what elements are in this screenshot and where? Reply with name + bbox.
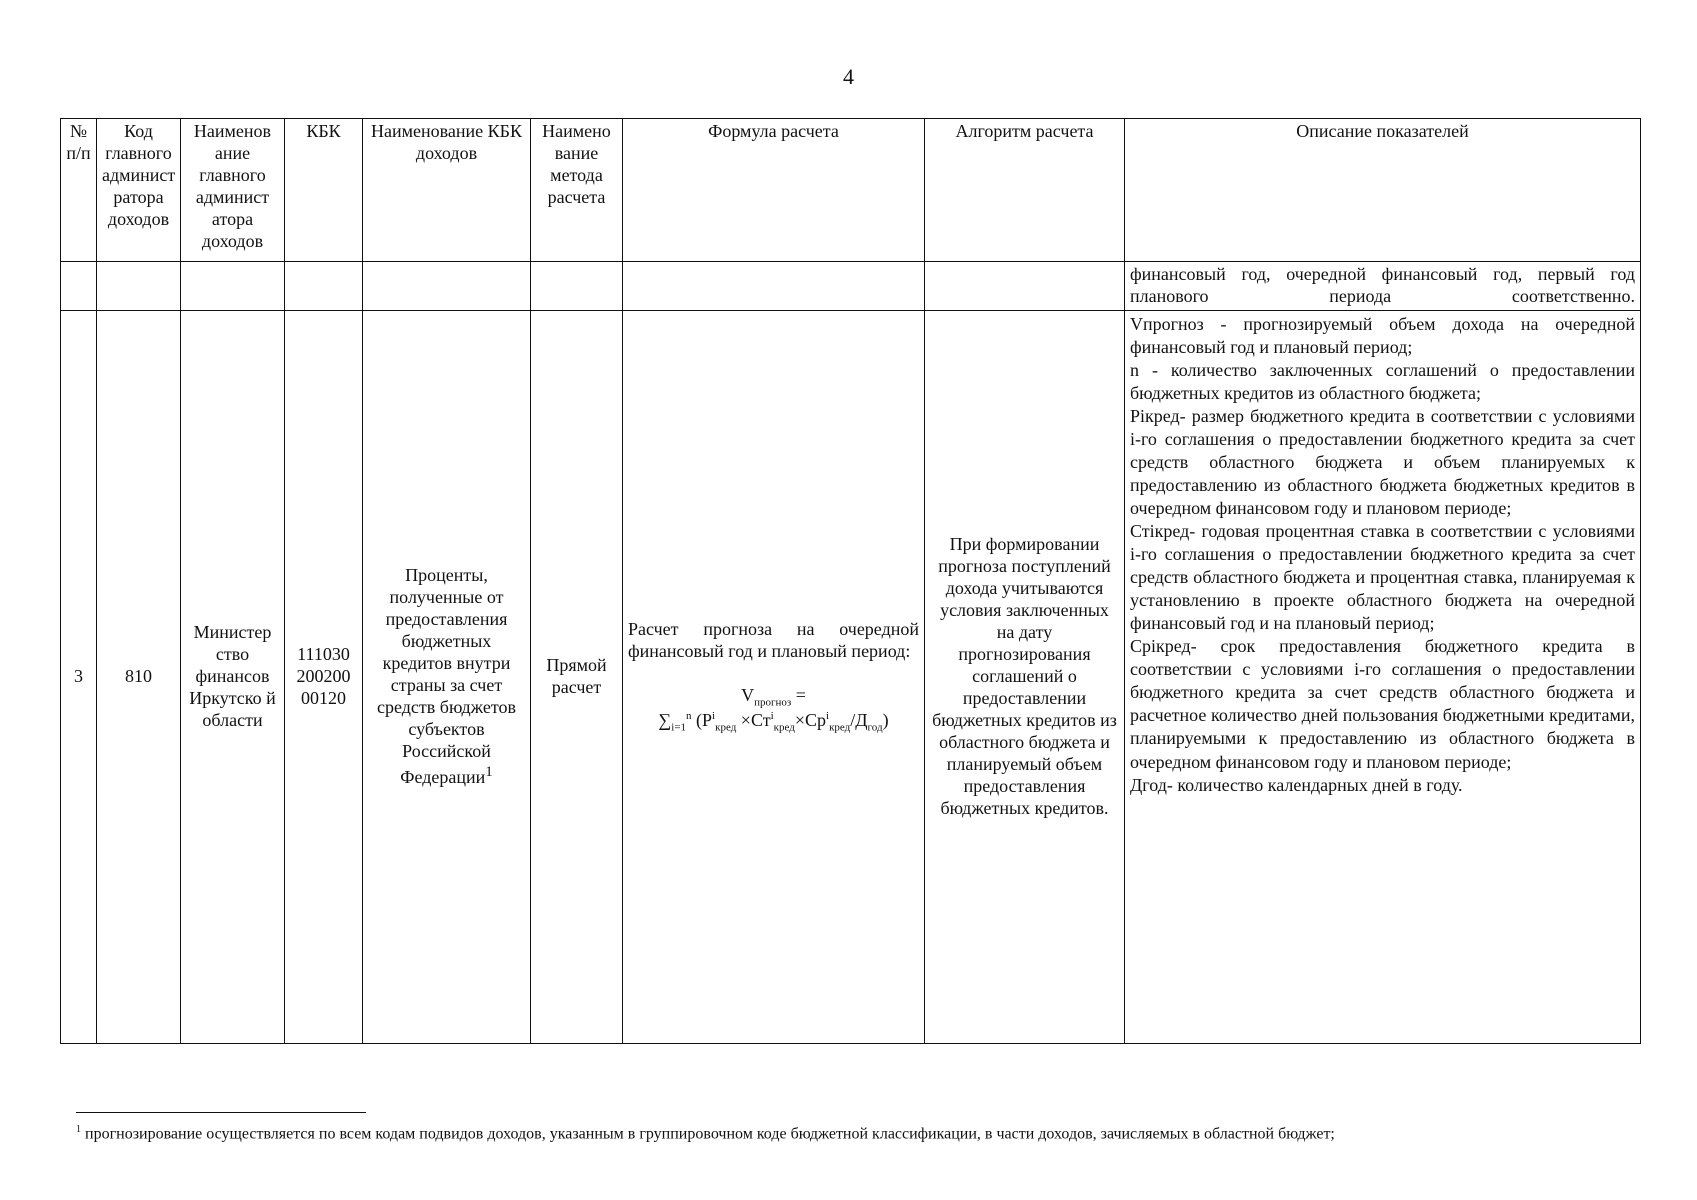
- algorithm-text: При формировании прогноза поступлений дохода учитываются условия заключенных на дату прогнозирования соглашений о предоставлении бюджетных кредитов из областного бюджета и планируемый объем предоставления бюджетных кредитов.: [925, 310, 1125, 1043]
- kbk-code: 111030 200200 00120: [285, 310, 363, 1043]
- header-method: Наимено вание метода расчета: [531, 119, 623, 262]
- revenue-forecast-table: [60, 118, 1641, 1044]
- cell-empty: [531, 262, 623, 311]
- header-kbk-name: Наименование КБК доходов: [363, 119, 531, 262]
- indicator-descriptions: [1125, 310, 1641, 1043]
- admin-name: Министер ство финансов Иркутско й области: [181, 310, 285, 1043]
- table-row-continuation: [61, 262, 1641, 311]
- header-number: № п/п: [61, 119, 97, 262]
- cell-empty: [181, 262, 285, 311]
- table-row-3: [61, 310, 1641, 1043]
- desc-st: Стiкред- годовая процентная ставка в соответствии с условиями i-го соглашения о предоставлении бюджетного кредита за счет средств областного бюджета и процентная ставка, планируемая к установлению в проекте областного бюджета на очередной финансовый год и на плановый период;: [1130, 521, 1635, 634]
- kbk-name: Проценты, полученные от предоставления бюджетных кредитов внутри страны за счет средств бюджетов субъектов Российской Федерации: [377, 565, 516, 787]
- header-admin-name: Наименов ание главного админист атора доходов: [181, 119, 285, 262]
- cell-empty: [623, 262, 925, 311]
- header-admin-code: Код главного админист ратора доходов: [97, 119, 181, 262]
- table-header-row: [61, 119, 1641, 262]
- header-description: Описание показателей: [1125, 119, 1641, 262]
- cell-empty: [285, 262, 363, 311]
- formula-expression: $V_{прогноз}$ = $\sum_{i=1}^n$ $(P^i_{кред} \times Ст^i_{кред}\times Ср^i_{кред}/Д_{год})$: [658, 684, 889, 734]
- header-algorithm: Алгоритм расчета: [925, 119, 1125, 262]
- cell-empty: [363, 262, 531, 311]
- desc-d: Дгод- количество календарных дней в году.: [1130, 774, 1463, 795]
- footnote-mark: 1: [76, 1124, 81, 1135]
- footnote-divider: [76, 1112, 366, 1113]
- header-formula: Формула расчета: [623, 119, 925, 262]
- desc-v: Vпрогноз - прогнозируемый объем дохода на очередной финансовый год и плановый период;: [1130, 313, 1635, 357]
- cell-empty: [61, 262, 97, 311]
- formula-text: Расчет прогноза на очередной финансовый год и плановый период:: [628, 618, 919, 661]
- row-number: 3: [61, 310, 97, 1043]
- kbk-name-cell: [363, 310, 531, 1043]
- continuation-description: финансовый год, очередной финансовый год, первый год планового периода соответственно.: [1125, 262, 1641, 311]
- formula-cell: [623, 310, 925, 1043]
- admin-code: 810: [97, 310, 181, 1043]
- desc-n: n - количество заключенных соглашений о предоставлении бюджетных кредитов из областного бюджета;: [1130, 359, 1635, 403]
- footnote-ref[interactable]: 1: [485, 763, 493, 780]
- footnote-text: прогнозирование осуществляется по всем кодам подвидов доходов, указанным в группировочном коде бюджетной классификации, в части доходов, зачисляемых в областной бюджет;: [85, 1125, 1335, 1143]
- desc-p: Piкред- размер бюджетного кредита в соответствии с условиями i-го соглашения о предоставлении бюджетного кредита за счет средств областного бюджета и объем планируемых к предоставлению из областного бюджета бюджетных кредитов в очередном финансовом году и плановом периоде;: [1130, 406, 1635, 519]
- cell-empty: [925, 262, 1125, 311]
- footnote: [76, 1124, 1636, 1143]
- page-number: 4: [843, 64, 854, 89]
- header-kbk: КБК: [285, 119, 363, 262]
- method-name: Прямой расчет: [531, 310, 623, 1043]
- desc-sr: Срiкред- срок предоставления бюджетного кредита в соответствии с условиями i-го соглашения о предоставлении бюджетного кредита за счет средств областного бюджета и расчетное количество дней пользования бюджетными кредитами, планируемыми к предоставлению из областного бюджета в очередном финансовом году и плановом периоде;: [1130, 636, 1635, 772]
- cell-empty: [97, 262, 181, 311]
